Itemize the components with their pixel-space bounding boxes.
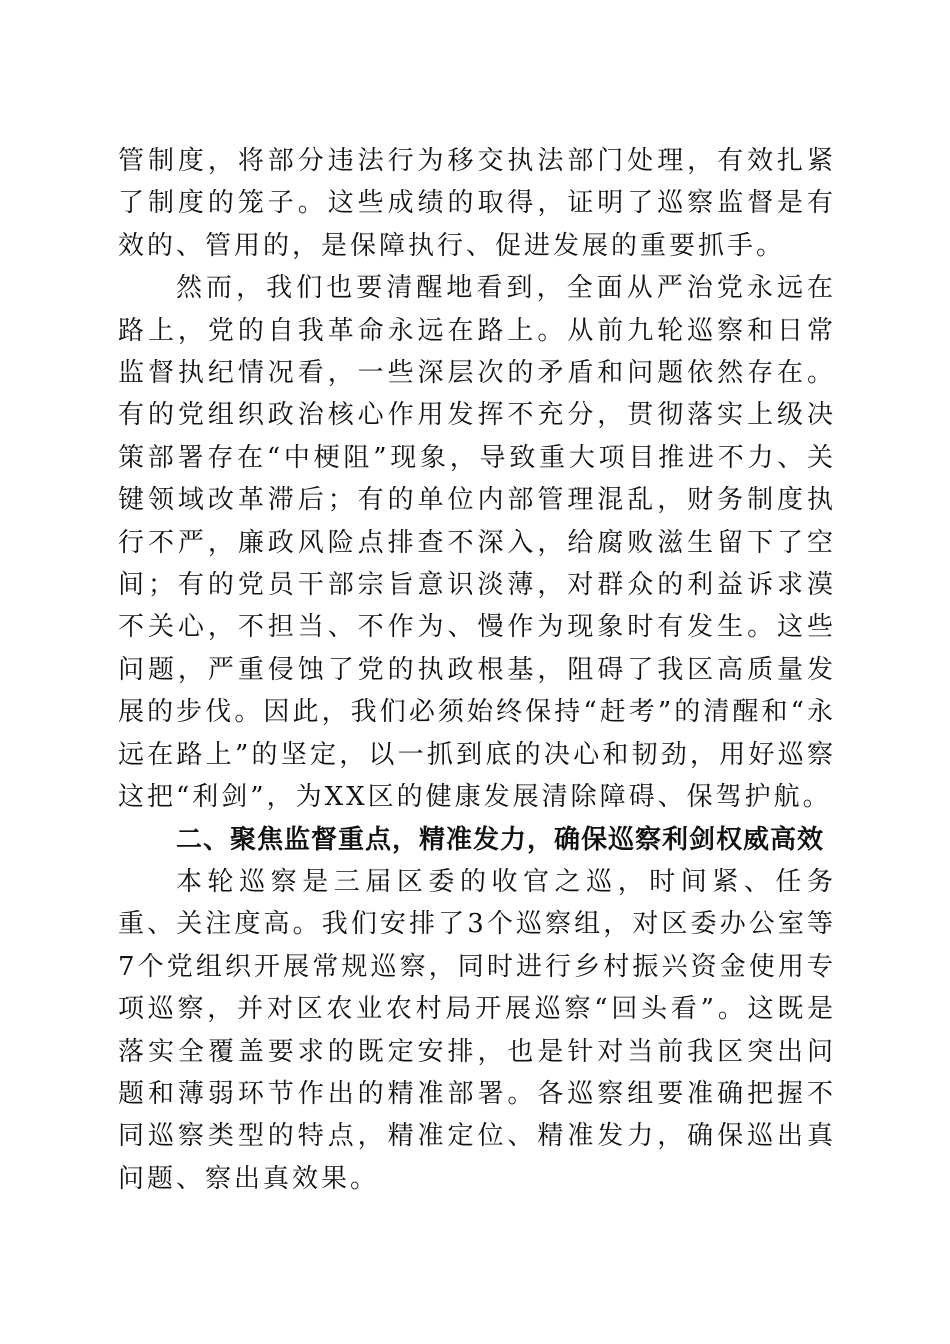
paragraph-inspection-arrangement: 本轮巡察是三届区委的收官之巡，时间紧、任务重、关注度高。我们安排了3个巡察组，对区委办公室等7个党组织开展常规巡察，同时进行乡村振兴资金使用专项巡察，并对区农业农村局开展巡察“回头看”。这既是落实全覆盖要求的既定安排，也是针对当前我区突出问题和薄弱环节作出的精准部署。各巡察组要准确把握不同巡察类型的特点，精准定位、精准发力，确保巡出真问题、察出真效果。: [118, 866, 836, 1194]
paragraph-problems: 然而，我们也要清醒地看到，全面从严治党永远在路上，党的自我革命永远在路上。从前九轮巡察和日常监督执纪情况看，一些深层次的矛盾和问题依然存在。有的党组织政治核心作用发挥不充分，贯彻落实上级决策部署存在“中梗阻”现象，导致重大项目推进不力、关键领域改革滞后；有的单位内部管理混乱，财务制度执行不严，廉政风险点排查不深入，给腐败滋生留下了空间；有的党员干部宗旨意识淡薄，对群众的利益诉求漠不关心，不担当、不作为、慢作为现象时有发生。这些问题，严重侵蚀了党的执政根基，阻碍了我区高质量发展的步伐。因此，我们必须始终保持“赶考”的清醒和“永远在路上”的坚定，以一抓到底的决心和韧劲，用好巡察这把“利剑”，为XX区的健康发展清除障碍、保驾护航。: [118, 273, 836, 813]
paragraph-continued: 管制度，将部分违法行为移交执法部门处理，有效扎紧了制度的笼子。这些成绩的取得，证明了巡察监督是有效的、管用的，是保障执行、促进发展的重要抓手。: [118, 146, 836, 261]
document-body: [118, 140, 836, 1200]
section-heading: 二、聚焦监督重点，精准发力，确保巡察利剑权威高效: [176, 824, 825, 855]
